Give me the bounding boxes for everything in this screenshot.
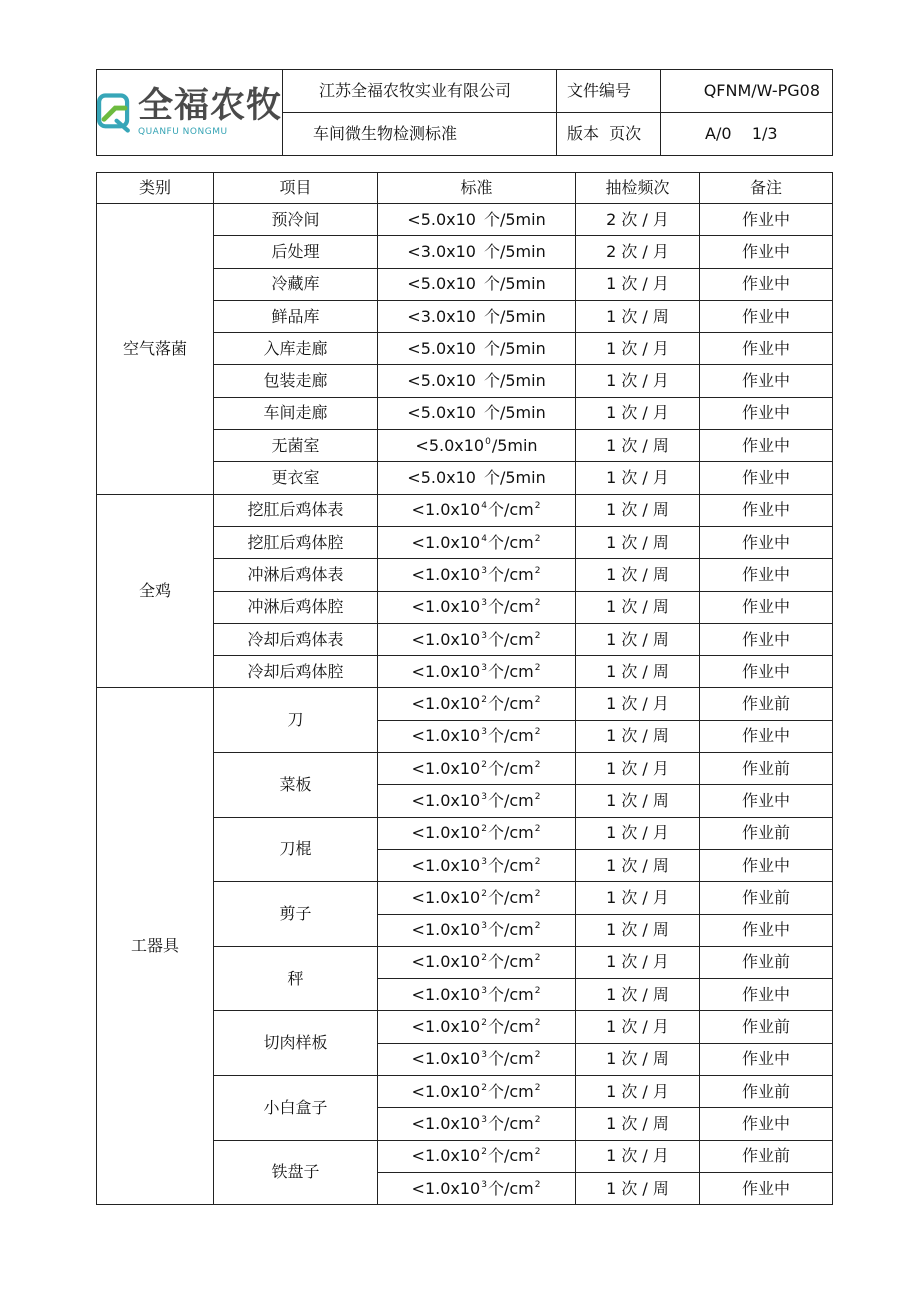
frequency-cell: 1 次 / 月 xyxy=(576,946,700,978)
item-cell: 剪子 xyxy=(214,882,378,947)
standard-unit: 个/cm xyxy=(487,1178,534,1198)
standard-prefix: <5.0x10 xyxy=(407,371,476,391)
doc-title: 车间微生物检测标准 xyxy=(283,113,557,156)
standard-unit-exponent: 2 xyxy=(534,1018,541,1029)
frequency-cell: 1 次 / 月 xyxy=(576,688,700,720)
standard-exponent: 2 xyxy=(481,1147,487,1158)
frequency-cell: 1 次 / 周 xyxy=(576,430,700,462)
note-cell: 作业前 xyxy=(700,688,833,720)
note-cell: 作业中 xyxy=(700,204,833,236)
frequency-cell: 1 次 / 周 xyxy=(576,785,700,817)
standard-prefix: <1.0x10 xyxy=(411,984,481,1004)
category-cell: 工器具 xyxy=(97,688,214,1205)
standard-exponent: 3 xyxy=(481,921,487,932)
item-cell: 入库走廊 xyxy=(214,333,378,365)
note-cell: 作业中 xyxy=(700,236,833,268)
doc-number: QFNM/W-PG08 xyxy=(661,70,833,113)
standard-unit-exponent: 2 xyxy=(534,1082,541,1093)
standard-cell xyxy=(378,1108,576,1140)
standard-cell xyxy=(378,462,576,494)
standard-exponent: 4 xyxy=(481,533,487,544)
note-cell: 作业中 xyxy=(700,720,833,752)
note-cell: 作业中 xyxy=(700,462,833,494)
standard-cell xyxy=(378,979,576,1011)
standard-prefix: <1.0x10 xyxy=(411,1178,481,1198)
standard-cell xyxy=(378,1172,576,1204)
standard-cell xyxy=(378,688,576,720)
standard-cell xyxy=(378,204,576,236)
note-cell: 作业中 xyxy=(700,526,833,558)
standard-unit: 个/cm xyxy=(487,758,534,778)
standard-unit: 个/5min xyxy=(483,306,546,326)
frequency-cell: 1 次 / 月 xyxy=(576,817,700,849)
standard-cell xyxy=(378,236,576,268)
standard-cell xyxy=(378,397,576,429)
standard-cell xyxy=(378,526,576,558)
item-cell: 冲淋后鸡体腔 xyxy=(214,591,378,623)
standard-cell xyxy=(378,1076,576,1108)
item-cell: 冷却后鸡体腔 xyxy=(214,656,378,688)
standard-prefix: <5.0x10 xyxy=(407,338,476,358)
note-cell: 作业前 xyxy=(700,1011,833,1043)
item-cell: 车间走廊 xyxy=(214,397,378,429)
item-cell: 鲜品库 xyxy=(214,300,378,332)
standard-prefix: <1.0x10 xyxy=(411,855,481,875)
standard-unit-exponent: 2 xyxy=(534,1114,541,1125)
frequency-cell: 1 次 / 周 xyxy=(576,1108,700,1140)
standard-prefix: <1.0x10 xyxy=(411,532,481,552)
frequency-cell: 1 次 / 周 xyxy=(576,656,700,688)
table-row xyxy=(97,688,833,720)
frequency-cell: 1 次 / 月 xyxy=(576,365,700,397)
version-page-label: 版本 页次 xyxy=(557,113,661,156)
standard-unit: 个/cm xyxy=(487,887,534,907)
standard-unit-exponent: 2 xyxy=(534,630,541,641)
note-cell: 作业前 xyxy=(700,1076,833,1108)
standard-prefix: <1.0x10 xyxy=(411,597,481,617)
standard-unit: 个/5min xyxy=(483,274,546,294)
table-row xyxy=(97,494,833,526)
note-cell: 作业中 xyxy=(700,914,833,946)
company-logo xyxy=(97,71,282,155)
standard-cell xyxy=(378,430,576,462)
standard-prefix: <1.0x10 xyxy=(411,790,481,810)
note-cell: 作业前 xyxy=(700,882,833,914)
note-cell: 作业中 xyxy=(700,559,833,591)
standard-exponent: 4 xyxy=(481,501,487,512)
frequency-cell: 1 次 / 月 xyxy=(576,1076,700,1108)
standard-unit: 个/5min xyxy=(483,209,546,229)
standard-prefix: <5.0x10 xyxy=(407,468,476,488)
standard-unit: 个/5min xyxy=(483,241,546,261)
standard-cell xyxy=(378,1043,576,1075)
standard-prefix: <1.0x10 xyxy=(411,564,481,584)
standard-unit-exponent: 2 xyxy=(534,1147,541,1158)
frequency-cell: 1 次 / 周 xyxy=(576,914,700,946)
standard-unit: 个/cm xyxy=(487,920,534,940)
column-header: 类别 xyxy=(97,173,214,204)
column-header: 标准 xyxy=(378,173,576,204)
standard-prefix: <1.0x10 xyxy=(411,1017,481,1037)
item-cell: 小白盒子 xyxy=(214,1076,378,1141)
standard-exponent: 3 xyxy=(481,985,487,996)
column-header: 备注 xyxy=(700,173,833,204)
standard-unit: 个/5min xyxy=(483,338,546,358)
column-header: 抽检频次 xyxy=(576,173,700,204)
standard-unit-exponent: 2 xyxy=(534,985,541,996)
frequency-cell: 1 次 / 周 xyxy=(576,720,700,752)
item-cell: 菜板 xyxy=(214,753,378,818)
standard-exponent: 2 xyxy=(481,953,487,964)
standard-unit-exponent: 2 xyxy=(534,695,541,706)
standard-cell xyxy=(378,882,576,914)
note-cell: 作业中 xyxy=(700,591,833,623)
company-name: 江苏全福农牧实业有限公司 xyxy=(283,70,557,113)
item-cell: 铁盘子 xyxy=(214,1140,378,1205)
standard-prefix: <1.0x10 xyxy=(411,661,481,681)
standard-prefix: <1.0x10 xyxy=(411,1146,481,1166)
standard-exponent: 2 xyxy=(481,824,487,835)
standard-prefix: <1.0x10 xyxy=(411,1049,481,1069)
standard-prefix: <1.0x10 xyxy=(411,1081,481,1101)
standard-unit-exponent: 2 xyxy=(534,824,541,835)
standard-unit-exponent: 2 xyxy=(534,856,541,867)
standard-unit-exponent: 2 xyxy=(534,888,541,899)
standard-exponent: 3 xyxy=(481,598,487,609)
standard-exponent: 2 xyxy=(481,759,487,770)
standard-unit: 个/cm xyxy=(487,726,534,746)
standard-unit: 个/cm xyxy=(487,855,534,875)
frequency-cell: 1 次 / 月 xyxy=(576,882,700,914)
standard-prefix: <1.0x10 xyxy=(411,694,481,714)
standard-prefix: <5.0x10 xyxy=(407,403,476,423)
standard-unit: 个/cm xyxy=(487,1113,534,1133)
standard-exponent: 2 xyxy=(481,1018,487,1029)
standard-cell xyxy=(378,914,576,946)
standard-prefix: <1.0x10 xyxy=(411,500,481,520)
standard-unit: 个/cm xyxy=(487,1017,534,1037)
standard-cell xyxy=(378,333,576,365)
item-cell: 挖肛后鸡体表 xyxy=(214,494,378,526)
standard-cell xyxy=(378,300,576,332)
standard-cell xyxy=(378,656,576,688)
standard-unit-exponent: 2 xyxy=(534,662,541,673)
standard-unit: 个/cm xyxy=(487,952,534,972)
frequency-cell: 1 次 / 周 xyxy=(576,1172,700,1204)
standard-exponent: 3 xyxy=(481,727,487,738)
standard-cell xyxy=(378,849,576,881)
standard-exponent: 2 xyxy=(481,695,487,706)
standard-prefix: <5.0x10 xyxy=(407,274,476,294)
standard-unit-exponent: 2 xyxy=(534,501,541,512)
frequency-cell: 1 次 / 周 xyxy=(576,591,700,623)
standard-cell xyxy=(378,785,576,817)
logo-mark-icon xyxy=(97,84,132,142)
note-cell: 作业中 xyxy=(700,365,833,397)
standard-unit-exponent: 2 xyxy=(534,953,541,964)
standard-unit: 个/cm xyxy=(487,629,534,649)
note-cell: 作业中 xyxy=(700,785,833,817)
standard-unit: 个/cm xyxy=(487,661,534,681)
standard-exponent: 3 xyxy=(481,565,487,576)
standard-prefix: <1.0x10 xyxy=(411,726,481,746)
standard-exponent: 3 xyxy=(481,856,487,867)
standard-cell xyxy=(378,1140,576,1172)
logo-cell xyxy=(97,70,283,156)
standard-prefix: <1.0x10 xyxy=(411,952,481,972)
standard-prefix: <1.0x10 xyxy=(411,823,481,843)
frequency-cell: 1 次 / 周 xyxy=(576,979,700,1011)
item-cell: 冲淋后鸡体表 xyxy=(214,559,378,591)
standard-exponent: 3 xyxy=(481,630,487,641)
item-cell: 预冷间 xyxy=(214,204,378,236)
frequency-cell: 1 次 / 月 xyxy=(576,1140,700,1172)
standard-cell xyxy=(378,817,576,849)
note-cell: 作业中 xyxy=(700,979,833,1011)
item-cell: 切肉样板 xyxy=(214,1011,378,1076)
standard-exponent: 3 xyxy=(481,1114,487,1125)
standard-exponent: 0 xyxy=(485,436,491,447)
standard-cell xyxy=(378,559,576,591)
standard-unit: 个/cm xyxy=(487,984,534,1004)
standard-prefix: <1.0x10 xyxy=(411,629,481,649)
standard-unit: 个/cm xyxy=(487,790,534,810)
item-cell: 无菌室 xyxy=(214,430,378,462)
standard-unit-exponent: 2 xyxy=(534,1179,541,1190)
standard-unit: 个/cm xyxy=(487,532,534,552)
item-cell: 刀 xyxy=(214,688,378,753)
version-page-value: A/0 1/3 xyxy=(661,113,833,156)
doc-number-label: 文件编号 xyxy=(557,70,661,113)
standard-unit: 个/cm xyxy=(487,500,534,520)
note-cell: 作业中 xyxy=(700,849,833,881)
item-cell: 冷藏库 xyxy=(214,268,378,300)
note-cell: 作业前 xyxy=(700,817,833,849)
table-header-row xyxy=(97,173,833,204)
standard-unit-exponent: 2 xyxy=(534,759,541,770)
item-cell: 秤 xyxy=(214,946,378,1011)
frequency-cell: 2 次 / 月 xyxy=(576,236,700,268)
standard-unit: 个/cm xyxy=(487,1049,534,1069)
frequency-cell: 1 次 / 周 xyxy=(576,526,700,558)
frequency-cell: 1 次 / 月 xyxy=(576,753,700,785)
standard-prefix: <5.0x10 xyxy=(407,209,476,229)
note-cell: 作业中 xyxy=(700,656,833,688)
note-cell: 作业前 xyxy=(700,1140,833,1172)
standard-exponent: 3 xyxy=(481,1050,487,1061)
item-cell: 后处理 xyxy=(214,236,378,268)
note-cell: 作业中 xyxy=(700,333,833,365)
standard-exponent: 2 xyxy=(481,1082,487,1093)
standard-exponent: 3 xyxy=(481,791,487,802)
note-cell: 作业中 xyxy=(700,268,833,300)
note-cell: 作业中 xyxy=(700,397,833,429)
standard-exponent: 2 xyxy=(481,888,487,899)
frequency-cell: 1 次 / 月 xyxy=(576,462,700,494)
standard-unit-exponent: 2 xyxy=(534,565,541,576)
standard-unit: 个/cm xyxy=(487,564,534,584)
frequency-cell: 1 次 / 周 xyxy=(576,849,700,881)
frequency-cell: 1 次 / 周 xyxy=(576,559,700,591)
item-cell: 冷却后鸡体表 xyxy=(214,623,378,655)
item-cell: 更衣室 xyxy=(214,462,378,494)
note-cell: 作业中 xyxy=(700,1172,833,1204)
standard-unit-exponent: 2 xyxy=(534,533,541,544)
standard-unit-exponent: 2 xyxy=(534,921,541,932)
document-header xyxy=(96,69,833,156)
table-row xyxy=(97,204,833,236)
standard-unit-exponent: 2 xyxy=(534,1050,541,1061)
frequency-cell: 1 次 / 周 xyxy=(576,300,700,332)
logo-chinese-text: 全福农牧 xyxy=(137,85,282,126)
standard-cell xyxy=(378,623,576,655)
frequency-cell: 1 次 / 周 xyxy=(576,1043,700,1075)
frequency-cell: 1 次 / 周 xyxy=(576,623,700,655)
note-cell: 作业中 xyxy=(700,494,833,526)
note-cell: 作业中 xyxy=(700,300,833,332)
standard-unit-exponent: 2 xyxy=(534,791,541,802)
frequency-cell: 2 次 / 月 xyxy=(576,204,700,236)
standard-exponent: 3 xyxy=(481,1179,487,1190)
note-cell: 作业中 xyxy=(700,430,833,462)
standard-unit-exponent: 2 xyxy=(534,598,541,609)
standard-unit: 个/5min xyxy=(483,371,546,391)
standard-cell xyxy=(378,753,576,785)
item-cell: 包装走廊 xyxy=(214,365,378,397)
standard-prefix: <5.0x10 xyxy=(415,435,485,455)
standard-prefix: <1.0x10 xyxy=(411,1113,481,1133)
standard-unit: 个/cm xyxy=(487,823,534,843)
frequency-cell: 1 次 / 周 xyxy=(576,494,700,526)
logo-english-text: QUANFU NONGMU xyxy=(137,126,228,137)
standard-unit: 个/5min xyxy=(483,468,546,488)
standard-prefix: <1.0x10 xyxy=(411,920,481,940)
microbe-standard-table xyxy=(96,172,833,1205)
frequency-cell: 1 次 / 月 xyxy=(576,1011,700,1043)
standard-prefix: <3.0x10 xyxy=(407,306,476,326)
note-cell: 作业中 xyxy=(700,1043,833,1075)
standard-cell xyxy=(378,720,576,752)
standard-cell xyxy=(378,494,576,526)
standard-unit: 个/cm xyxy=(487,694,534,714)
standard-unit: 个/cm xyxy=(487,1081,534,1101)
category-cell: 全鸡 xyxy=(97,494,214,688)
standard-prefix: <1.0x10 xyxy=(411,758,481,778)
standard-unit-exponent: 2 xyxy=(534,727,541,738)
note-cell: 作业中 xyxy=(700,623,833,655)
standard-prefix: <3.0x10 xyxy=(407,241,476,261)
note-cell: 作业中 xyxy=(700,1108,833,1140)
standard-cell xyxy=(378,268,576,300)
standard-cell xyxy=(378,1011,576,1043)
standard-unit: 个/cm xyxy=(487,1146,534,1166)
item-cell: 挖肛后鸡体腔 xyxy=(214,526,378,558)
standard-cell xyxy=(378,365,576,397)
category-cell: 空气落菌 xyxy=(97,204,214,495)
standard-unit: /5min xyxy=(491,435,538,455)
standard-unit: 个/5min xyxy=(483,403,546,423)
item-cell: 刀棍 xyxy=(214,817,378,882)
note-cell: 作业前 xyxy=(700,946,833,978)
note-cell: 作业前 xyxy=(700,753,833,785)
frequency-cell: 1 次 / 月 xyxy=(576,397,700,429)
standard-prefix: <1.0x10 xyxy=(411,887,481,907)
standard-cell xyxy=(378,591,576,623)
standard-unit: 个/cm xyxy=(487,597,534,617)
frequency-cell: 1 次 / 月 xyxy=(576,333,700,365)
standard-exponent: 3 xyxy=(481,662,487,673)
frequency-cell: 1 次 / 月 xyxy=(576,268,700,300)
column-header: 项目 xyxy=(214,173,378,204)
standard-cell xyxy=(378,946,576,978)
